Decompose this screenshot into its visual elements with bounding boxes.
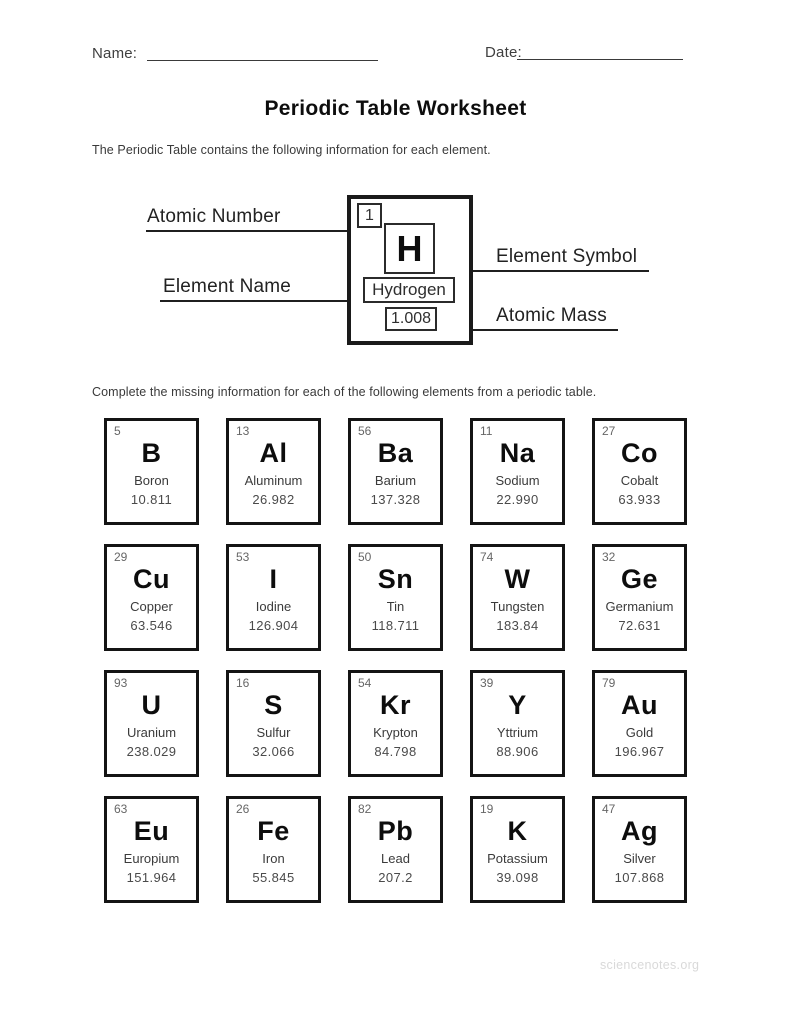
element-card [470,544,565,651]
atomic-mass: 55.845 [252,870,295,885]
footer-watermark: sciencenotes.org [600,958,700,972]
element-name: Aluminum [244,473,303,488]
atomic-number: 16 [236,676,250,690]
element-symbol: Al [259,438,288,468]
element-symbol: Fe [257,816,290,846]
element-name: Boron [134,473,169,488]
element-card [104,544,199,651]
element-symbol: Na [499,438,536,468]
element-name-connector-line [160,300,364,302]
element-card [592,418,687,525]
atomic-number: 82 [358,802,372,816]
element-name: Potassium [487,851,548,866]
example-symbol-box [384,223,435,274]
element-card [592,544,687,651]
atomic-mass: 88.906 [496,744,539,759]
example-atomic-number: 1 [365,206,374,224]
date-blank-line [517,59,683,60]
atomic-number: 53 [236,550,250,564]
element-symbol-label: Element Symbol [496,246,638,267]
element-name: Yttrium [496,725,539,740]
atomic-number: 56 [358,424,372,438]
atomic-number: 19 [480,802,494,816]
element-grid [104,418,687,903]
element-name: Silver [623,851,656,866]
element-symbol: Ag [621,816,658,846]
example-element-name: Hydrogen [372,280,446,299]
element-name: Sodium [495,473,540,488]
element-symbol: S [264,690,283,720]
atomic-mass-label: Atomic Mass [496,305,607,326]
element-card [592,796,687,903]
atomic-number-connector-line [146,230,358,232]
element-name: Tin [386,599,405,614]
element-symbol: K [507,816,528,846]
example-mass-box [385,307,437,331]
element-name: Iron [262,851,285,866]
atomic-mass: 39.098 [496,870,539,885]
element-card [226,796,321,903]
page-title: Periodic Table Worksheet [264,97,527,120]
example-atomic-mass: 1.008 [390,310,432,327]
element-name: Sulfur [256,725,291,740]
element-symbol: Eu [133,816,170,846]
atomic-number: 13 [236,424,250,438]
element-card [470,418,565,525]
atomic-mass: 207.2 [378,870,413,885]
element-symbol: B [141,438,162,468]
element-symbol: Au [621,690,658,720]
atomic-mass: 10.811 [130,492,173,507]
element-name: Copper [130,599,173,614]
atomic-number: 11 [480,424,493,438]
element-card [104,796,199,903]
element-card [226,544,321,651]
atomic-mass: 196.967 [614,744,665,759]
element-symbol: Pb [377,816,414,846]
atomic-number: 47 [602,802,616,816]
atomic-mass: 151.964 [126,870,177,885]
element-name: Lead [381,851,410,866]
atomic-number: 74 [480,550,494,564]
atomic-mass: 126.904 [248,618,299,633]
atomic-mass: 63.546 [130,618,173,633]
atomic-number: 29 [114,550,128,564]
atomic-number: 27 [602,424,616,438]
atomic-number: 63 [114,802,128,816]
atomic-mass: 84.798 [374,744,417,759]
element-name: Germanium [605,599,674,614]
element-symbol: Kr [379,690,411,720]
element-card [226,670,321,777]
instruction-text: Complete the missing information for each of the following elements from a periodic table. [92,385,597,399]
element-card [470,670,565,777]
atomic-number: 26 [236,802,250,816]
element-name-label: Element Name [163,276,292,297]
name-label: Name: [92,45,138,62]
element-card [348,796,443,903]
atomic-mass: 137.328 [370,492,421,507]
atomic-number: 5 [114,424,121,438]
name-blank-line [147,60,378,61]
atomic-mass: 118.711 [371,618,420,633]
atomic-mass: 183.84 [496,618,539,633]
atomic-number: 50 [358,550,372,564]
atomic-mass: 26.982 [252,492,295,507]
element-symbol: Y [508,690,527,720]
atomic-mass: 22.990 [496,492,539,507]
example-atomic-number-box [357,203,382,228]
element-symbol: Ba [377,438,414,468]
atomic-number: 79 [602,676,616,690]
element-card [104,670,199,777]
intro-text: The Periodic Table contains the following information for each element. [92,143,491,157]
element-name: Barium [374,473,417,488]
element-card [348,418,443,525]
element-name: Krypton [373,725,418,740]
atomic-number-label: Atomic Number [147,206,281,227]
element-symbol: W [504,564,531,594]
element-symbol: I [269,564,278,594]
atomic-number: 32 [602,550,616,564]
element-name: Cobalt [620,473,659,488]
atomic-number: 54 [358,676,372,690]
element-symbol: Cu [133,564,170,594]
element-name: Tungsten [490,599,545,614]
atomic-mass: 107.868 [614,870,665,885]
element-name: Gold [625,725,654,740]
element-card [592,670,687,777]
element-symbol: Sn [377,564,414,594]
atomic-mass: 32.066 [252,744,295,759]
date-label: Date: [485,44,522,61]
atomic-mass: 63.933 [618,492,661,507]
element-name: Uranium [126,725,177,740]
example-element-symbol: H [396,227,423,269]
element-card [470,796,565,903]
element-symbol: Ge [620,564,659,594]
atomic-mass: 72.631 [618,618,661,633]
element-name: Iodine [255,599,292,614]
atomic-number: 39 [480,676,494,690]
element-symbol: Co [621,438,658,468]
example-name-box [363,277,455,303]
atomic-mass: 238.029 [126,744,177,759]
element-card [348,670,443,777]
element-card [348,544,443,651]
element-card [104,418,199,525]
element-card [226,418,321,525]
atomic-number: 93 [114,676,128,690]
element-name: Europium [123,851,180,866]
element-symbol: U [141,690,162,720]
